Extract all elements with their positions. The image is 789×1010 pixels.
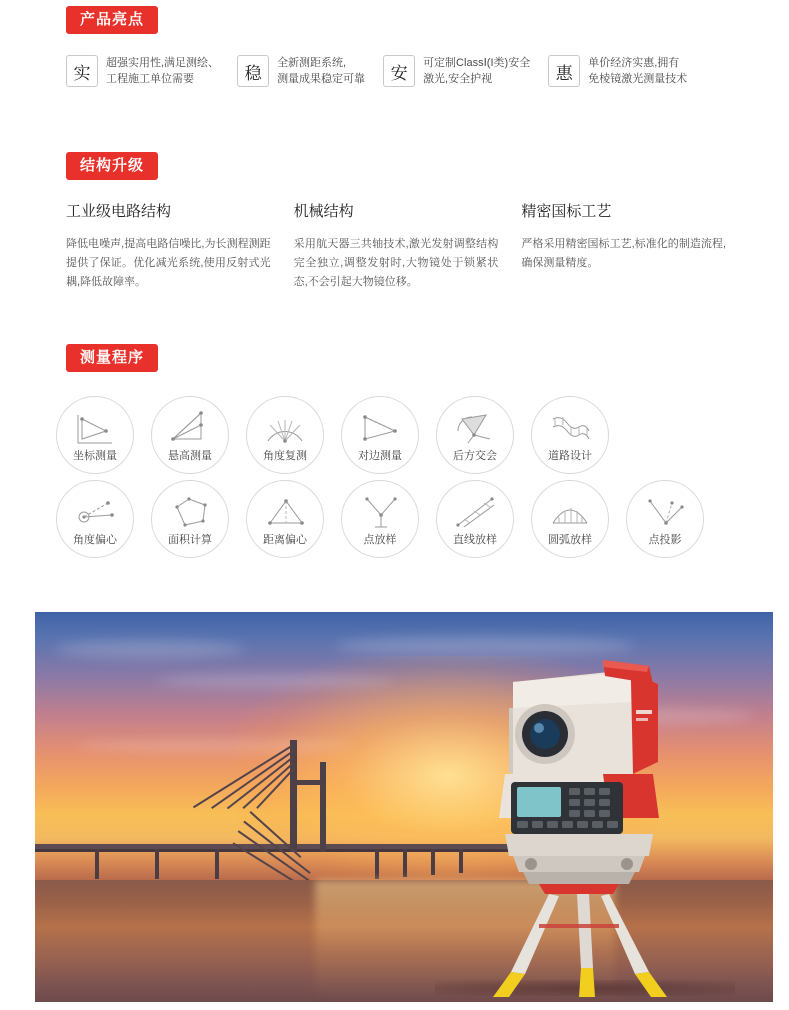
highlight-text [588, 55, 687, 87]
program-label: 直线放样 [453, 534, 497, 546]
highlight-text-line1: 全新测距系统, [277, 57, 347, 69]
program-label: 点放样 [363, 534, 397, 546]
structure-column [521, 200, 726, 292]
highlight-item [383, 55, 530, 87]
program-item-line-stakeout[interactable] [436, 480, 514, 558]
bridge-pier [403, 849, 407, 877]
highlight-text [277, 55, 365, 87]
program-item-distance-offset[interactable] [246, 480, 324, 558]
highlight-text-line1: 可定制ClassⅠ(I类)安全 [423, 57, 531, 69]
road-design-icon [547, 409, 593, 449]
section-title-programs [66, 344, 158, 372]
angle-offset-icon [72, 493, 118, 533]
program-item-point-projection[interactable] [626, 480, 704, 558]
program-label: 角度偏心 [73, 534, 117, 546]
highlight-item [66, 55, 219, 87]
distance-offset-icon [262, 493, 308, 533]
highlight-text-line2: 免棱镜激光测量技术 [588, 73, 688, 85]
bridge-pier [155, 849, 159, 879]
line-stakeout-icon [452, 493, 498, 533]
program-label: 道路设计 [548, 450, 592, 462]
highlight-text-line2: 工程施工单位需要 [106, 73, 194, 85]
cloud-shape [55, 640, 245, 658]
program-item-angle-offset[interactable] [56, 480, 134, 558]
angle-repetition-icon [262, 409, 308, 449]
cloud-shape [75, 740, 355, 752]
program-item-angle-repetition[interactable] [246, 396, 324, 474]
point-projection-icon [642, 493, 688, 533]
structure-column-title: 机械结构 [293, 203, 354, 220]
section-title-structure [66, 152, 158, 180]
hero-photo [35, 612, 773, 1002]
highlight-item [548, 55, 687, 87]
program-label: 坐标测量 [73, 450, 117, 462]
program-item-area-calc[interactable] [151, 480, 229, 558]
resection-icon [452, 409, 498, 449]
highlight-char-icon: 安 [383, 55, 415, 87]
highlight-text-line1: 超强实用性,满足测绘、 [106, 57, 220, 69]
structure-column [66, 200, 271, 292]
structure-column [294, 200, 499, 292]
program-label: 点投影 [648, 534, 682, 546]
remote-height-icon [167, 409, 213, 449]
point-stakeout-icon [357, 493, 403, 533]
highlight-char-icon: 实 [66, 55, 98, 87]
program-item-arc-stakeout[interactable] [531, 480, 609, 558]
measuring-programs [56, 396, 736, 564]
program-label: 对边测量 [358, 450, 402, 462]
section-title-highlights [66, 6, 158, 34]
program-label: 悬高测量 [168, 450, 212, 462]
badge-structure: 结构升级 [66, 152, 158, 180]
structure-column-text: 严格采用精密国标工艺,标准化的制造流程,确保测量精度。 [521, 238, 727, 269]
program-label: 面积计算 [168, 534, 212, 546]
programs-row-2 [56, 480, 736, 558]
highlight-char-icon: 惠 [548, 55, 580, 87]
arc-stakeout-icon [547, 493, 593, 533]
structure-column-title: 工业级电路结构 [66, 203, 172, 220]
bridge-pier [431, 849, 435, 875]
badge-highlights: 产品亮点 [66, 6, 158, 34]
structure-column-text: 降低电噪声,提高电路信噪比,为长测程测距提供了保证。优化减光系统,使用反射式光耦,降低故障率。 [66, 238, 271, 288]
program-label: 角度复测 [263, 450, 307, 462]
bridge-pylon [320, 762, 326, 852]
badge-programs: 测量程序 [66, 344, 158, 372]
area-calc-icon [167, 493, 213, 533]
structure-column-title: 精密国标工艺 [521, 203, 612, 220]
missing-line-icon [357, 409, 403, 449]
program-label: 圆弧放样 [548, 534, 592, 546]
program-item-missing-line[interactable] [341, 396, 419, 474]
bridge-pier [375, 849, 379, 879]
highlights-list [66, 55, 726, 87]
bridge-pylon-crossbeam [290, 780, 326, 785]
programs-row-1 [56, 396, 736, 474]
highlight-text-line1: 单价经济实惠,拥有 [588, 57, 680, 69]
total-station-instrument [453, 642, 713, 997]
cloud-shape [155, 674, 395, 688]
program-item-remote-height[interactable] [151, 396, 229, 474]
bridge-pier [95, 849, 99, 879]
highlight-text-line2: 测量成果稳定可靠 [277, 73, 366, 85]
program-label: 距离偏心 [263, 534, 307, 546]
highlight-text-line2: 激光,安全护视 [423, 73, 493, 85]
structure-columns [66, 200, 726, 292]
highlight-char-icon: 稳 [237, 55, 269, 87]
program-item-road-design[interactable] [531, 396, 609, 474]
program-item-coordinate-measure[interactable] [56, 396, 134, 474]
program-item-point-stakeout[interactable] [341, 480, 419, 558]
highlight-text [423, 55, 530, 87]
program-item-resection[interactable] [436, 396, 514, 474]
program-label: 后方交会 [453, 450, 497, 462]
structure-column-text: 采用航天器三共轴技术,激光发射调整结构完全独立,调整发射时,大物镜处于锁紧状态,不会引起大物镜位移。 [293, 238, 499, 288]
coordinate-measure-icon [72, 409, 118, 449]
highlight-text [106, 55, 219, 87]
bridge-pier [215, 849, 219, 879]
highlight-item [237, 55, 365, 87]
